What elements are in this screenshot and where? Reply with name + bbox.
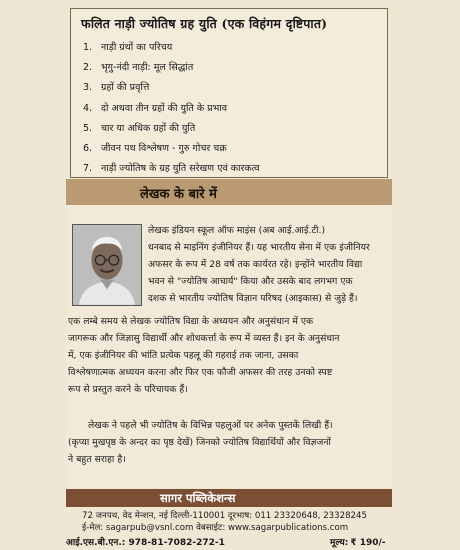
author-heading: लेखक के बारे में [140, 187, 217, 202]
item-label: नाड़ी ग्रंथों का परिचय [101, 42, 173, 53]
bio-line: ने बहुत सराहा है। [68, 454, 126, 465]
author-heading-bar [66, 179, 392, 205]
bio-line: लेखक इंडियन स्कूल ऑफ माइंस (अब आई.आई.टी.) [148, 225, 326, 236]
list-item [83, 78, 387, 98]
item-number: 1. [83, 42, 93, 53]
item-number: 7. [83, 163, 93, 175]
isbn: आई.एस.बी.एन.: 978-81-7082-272-1 [66, 538, 225, 548]
bio-line: विश्लेषणात्मक अध्ययन करना और फिर एक फौजी अफसर की तरह उनको स्पष्ट [68, 367, 333, 378]
list-item [83, 99, 387, 119]
price [330, 535, 386, 548]
bio-line: एक लम्बे समय से लेखक ज्योतिष विद्या के अध्ययन और अनुसंधान में एक [68, 316, 314, 327]
bio-line: लेखक ने पहले भी ज्योतिष के विभिन्न पहलुओं पर अनेक पुस्तकें लिखी हैं। [88, 420, 333, 431]
item-number: 5. [83, 122, 93, 134]
bio-line: भवन से "ज्योतिष आचार्य" किया और उसके बाद लगभग एक [148, 276, 353, 287]
item-number: 3. [83, 82, 93, 94]
list-item [83, 38, 387, 58]
bio-line: रूप से प्रस्तुत करने के परिचायक हैं। [68, 384, 188, 395]
bio-line: (कृप्या मुखपृष्ठ के अन्दर का पृष्ठ देखें) जिनको ज्योतिष विद्यार्थियों और विज्ञजनों [68, 437, 331, 448]
author-portrait-image [73, 225, 141, 305]
list-item [83, 119, 387, 139]
publisher-name: सागर पब्लिकेशन्स [160, 491, 236, 505]
list-item [83, 139, 387, 159]
list-item [83, 58, 387, 78]
item-label: नाड़ी ज्योतिष के ग्रह युति सरेखण एवं कारकत्व [101, 163, 260, 175]
item-label: भृगु-नंदी नाड़ी: मूल सिद्धांत [101, 62, 194, 74]
price-label: मूल्य: [330, 538, 349, 548]
publisher-address: 72 जनपथ, वेद मेन्शन, नई दिल्ली-110001 दूरभाष: 011 23320648, 23328245 [82, 511, 367, 521]
item-number: 6. [83, 143, 93, 155]
bio-line: अफसर के रूप में 28 वर्ष तक कार्यरत रहे। इन्होंने भारतीय विद्या [148, 259, 363, 270]
item-label: दो अथवा तीन ग्रहों की युति के प्रभाव [101, 102, 227, 114]
item-number: 2. [83, 62, 93, 74]
list-item [83, 159, 387, 179]
price-value: ₹ 190/- [350, 538, 386, 548]
bio-line: में, एक इंजीनियर की भांति प्रत्येक पहलू की गहराई तक जाना, उसका [68, 350, 299, 361]
item-label: जीवन पथ विश्लेषण - गुरु गोचर चक्र [101, 143, 227, 155]
contents-list [83, 38, 387, 179]
contents-box [70, 8, 388, 178]
author-photo [72, 224, 142, 306]
contents-title: फलित नाड़ी ज्योतिष ग्रह युति (एक विहंगम दृष्टिपात) [81, 16, 328, 31]
bio-line: दशक से भारतीय ज्योतिष विज्ञान परिषद (आइकास) से जुड़े हैं। [148, 293, 358, 304]
bio-line: जागरूक और जिज्ञासु विद्यार्थी और शोधकर्त्ता के रूप में व्यस्त हैं। इन के अनुसंधान [68, 333, 340, 344]
item-label: चार या अधिक ग्रहों की युति [101, 122, 196, 134]
publisher-contact: ई-मेल: sagarpub@vsnl.com वेबसाईट: www.sagarpublications.com [82, 523, 349, 533]
item-label: ग्रहों की प्रवृत्ति [101, 82, 150, 94]
bio-line: धनबाद से माइनिंग इंजीनियर हैं। यह भारतीय सेना में एक इंजीनियर [148, 242, 370, 253]
item-number: 4. [83, 102, 93, 114]
